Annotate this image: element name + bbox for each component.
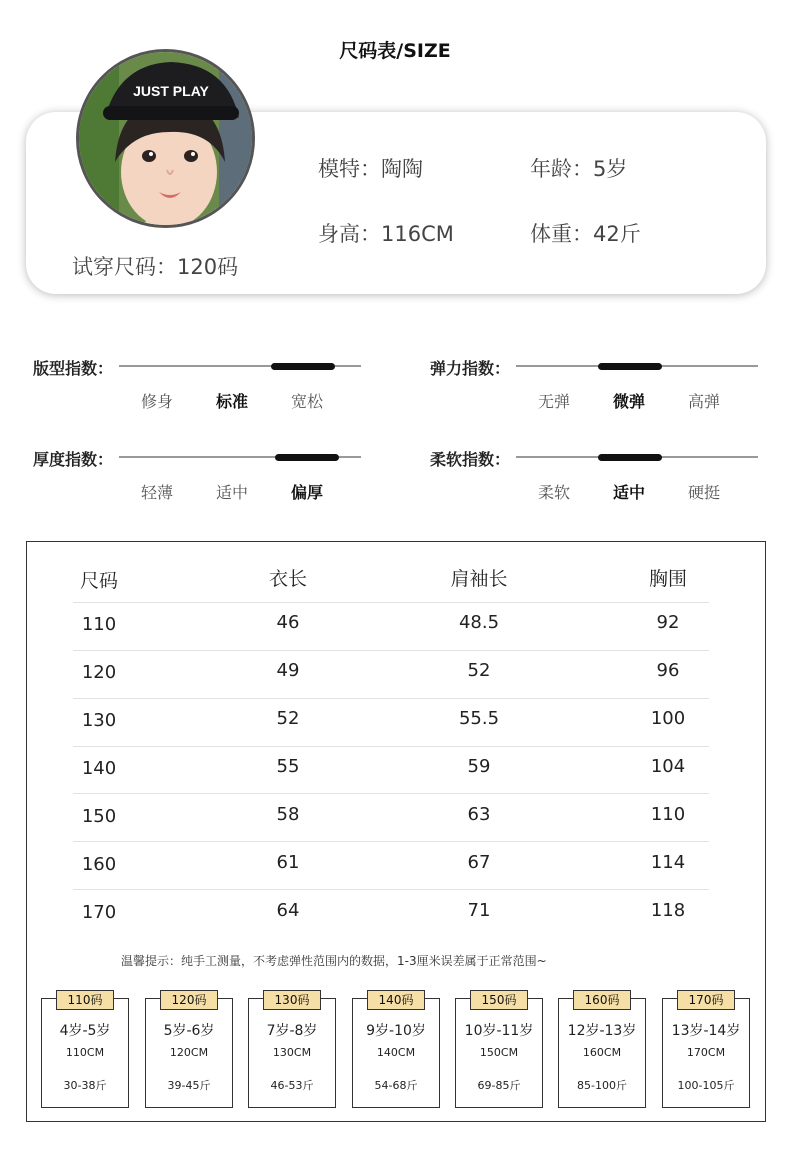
cell-length: 46 (276, 612, 300, 633)
size-tag: 150码 (470, 990, 528, 1010)
size-card (558, 993, 646, 1108)
cell-chest: 104 (650, 756, 686, 777)
cell-length: 61 (276, 852, 300, 873)
index-option: 柔软 (537, 483, 570, 502)
model-tryon-value: 120码 (177, 255, 239, 279)
card-height: 140CM (376, 1046, 416, 1059)
row-divider (73, 698, 709, 699)
cell-size: 170 (81, 902, 117, 923)
model-weight (530, 218, 641, 248)
size-tag: 130码 (263, 990, 321, 1010)
card-age: 10岁-11岁 (464, 1023, 534, 1039)
size-card (455, 993, 543, 1108)
index-label: 柔软指数： (430, 450, 511, 469)
index-option: 宽松 (290, 392, 323, 411)
cell-sleeve: 71 (467, 900, 491, 921)
table-header-length: 衣长 (268, 568, 307, 590)
size-tag: 170码 (677, 990, 735, 1010)
model-age-label: 年龄： (530, 157, 593, 181)
cell-size: 120 (81, 662, 117, 683)
model-tryon-size (72, 251, 238, 281)
cell-length: 52 (276, 708, 300, 729)
index-option: 适中 (215, 483, 248, 502)
size-tag: 110码 (56, 990, 114, 1010)
card-weight: 39-45斤 (167, 1079, 211, 1092)
measurement-tip: 温馨提示：纯手工测量，不考虑弹性范围内的数据，1-3厘米误差属于正常范围~ (121, 954, 547, 968)
card-weight: 46-53斤 (270, 1079, 314, 1092)
table-header-sleeve: 肩袖长 (450, 568, 508, 590)
model-name (318, 153, 423, 183)
table-header-size: 尺码 (79, 570, 118, 592)
model-avatar (76, 49, 255, 228)
model-age (530, 153, 627, 183)
card-weight: 54-68斤 (374, 1079, 418, 1092)
cell-length: 55 (276, 756, 300, 777)
cell-sleeve: 55.5 (458, 708, 500, 729)
row-divider (73, 746, 709, 747)
index-knob (598, 454, 662, 461)
cell-chest: 92 (656, 612, 680, 633)
index-option: 轻薄 (140, 483, 173, 502)
card-age: 5岁-6岁 (163, 1023, 215, 1039)
cell-length: 64 (276, 900, 300, 921)
card-age: 12岁-13岁 (567, 1023, 637, 1039)
cell-chest: 118 (650, 900, 686, 921)
row-divider (73, 841, 709, 842)
card-age: 9岁-10岁 (366, 1023, 426, 1039)
cell-sleeve: 59 (467, 756, 491, 777)
cell-size: 160 (81, 854, 117, 875)
cell-sleeve: 63 (467, 804, 491, 825)
card-height: 120CM (169, 1046, 209, 1059)
cell-sleeve: 67 (467, 852, 491, 873)
model-height (318, 218, 454, 248)
model-name-label: 模特： (318, 157, 381, 181)
card-weight: 30-38斤 (63, 1079, 107, 1092)
model-weight-value: 42斤 (593, 222, 641, 246)
index-knob (598, 363, 662, 370)
size-card (662, 993, 750, 1108)
card-age: 7岁-8岁 (266, 1023, 318, 1039)
model-photo (79, 52, 255, 228)
size-tag: 140码 (367, 990, 425, 1010)
row-divider (73, 889, 709, 890)
index-knob (271, 363, 335, 370)
index-option-selected: 适中 (612, 483, 645, 502)
table-header-chest: 胸围 (648, 568, 687, 590)
index-option-selected: 偏厚 (290, 483, 323, 502)
row-divider (73, 650, 709, 651)
page-title: 尺码表/SIZE (339, 40, 451, 62)
index-knob (275, 454, 339, 461)
cell-chest: 100 (650, 708, 686, 729)
size-card (352, 993, 440, 1108)
row-divider (73, 793, 709, 794)
model-height-value: 116CM (381, 222, 454, 246)
cell-sleeve: 48.5 (458, 612, 500, 633)
model-name-value: 陶陶 (381, 157, 423, 181)
size-tag: 160码 (573, 990, 631, 1010)
size-card (248, 993, 336, 1108)
cell-length: 58 (276, 804, 300, 825)
size-card (145, 993, 233, 1108)
card-height: 160CM (582, 1046, 622, 1059)
index-label: 厚度指数： (33, 450, 114, 469)
size-card (41, 993, 129, 1108)
row-divider (73, 602, 709, 603)
card-weight: 100-105斤 (677, 1079, 735, 1092)
card-height: 150CM (479, 1046, 519, 1059)
index-option: 高弹 (687, 392, 720, 411)
index-option-selected: 微弹 (612, 392, 645, 411)
cell-chest: 110 (650, 804, 686, 825)
model-weight-label: 体重： (530, 222, 593, 246)
index-option: 无弹 (537, 392, 570, 411)
index-option: 修身 (140, 392, 173, 411)
cell-sleeve: 52 (467, 660, 491, 681)
index-label: 弹力指数： (430, 359, 511, 378)
hat-text: JUST PLAY (133, 83, 209, 99)
cell-chest: 96 (656, 660, 680, 681)
card-height: 110CM (65, 1046, 105, 1059)
index-option: 硬挺 (687, 483, 720, 502)
card-age: 4岁-5岁 (59, 1023, 111, 1039)
card-height: 170CM (686, 1046, 726, 1059)
model-tryon-label: 试穿尺码： (72, 255, 177, 279)
index-label: 版型指数： (33, 359, 114, 378)
cell-size: 140 (81, 758, 117, 779)
cell-size: 110 (81, 614, 117, 635)
card-height: 130CM (272, 1046, 312, 1059)
index-option-selected: 标准 (215, 392, 248, 411)
card-weight: 69-85斤 (477, 1079, 521, 1092)
card-age: 13岁-14岁 (671, 1023, 741, 1039)
size-tag: 120码 (160, 990, 218, 1010)
cell-chest: 114 (650, 852, 686, 873)
model-height-label: 身高： (318, 222, 381, 246)
cell-length: 49 (276, 660, 300, 681)
model-age-value: 5岁 (593, 157, 628, 181)
card-weight: 85-100斤 (577, 1079, 627, 1092)
cell-size: 130 (81, 710, 117, 731)
cell-size: 150 (81, 806, 117, 827)
